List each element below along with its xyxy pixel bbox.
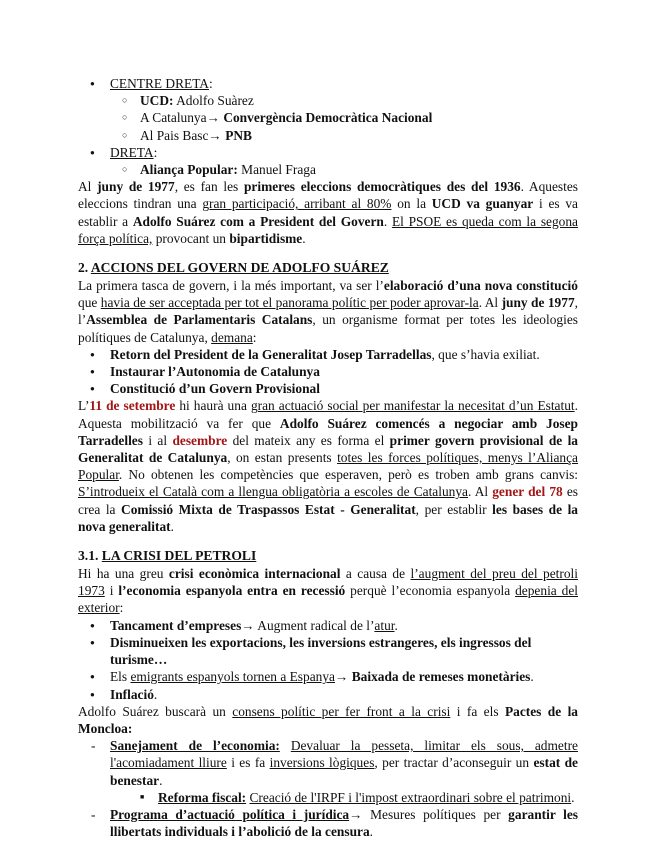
list-item: ● Tancament d’empreses→ Augment radical de l’atur. [78, 617, 578, 634]
list-item-catalunya: ○ A Catalunya→ Convergència Democràtica Nacional [78, 109, 578, 126]
party-list [78, 75, 578, 178]
paragraph-crisis: Hi ha una greu crisi econòmica internacional a causa de l’augment del preu del petroli 1973 i l’economia espanyola entra en recessió perquè l’economia espanyola depenia del exterior: [78, 566, 578, 616]
list-item-pais-basc: ○ Al Pais Basc→ PNB [78, 127, 578, 144]
list-item-dreta: ● DRETA: [78, 144, 578, 161]
list-item: ● Retorn del President de la Generalitat Josep Tarradellas, que s’havia exiliat. [78, 346, 578, 363]
list-item-centre-dreta: ● CENTRE DRETA: [78, 75, 578, 92]
list-item: ● Disminueixen les exportacions, les inversions estrangeres, els ingressos del turisme… [78, 634, 578, 668]
list-item-alianca-popular: ○ Aliança Popular: Manuel Fraga [78, 161, 578, 178]
paragraph-elections: Al juny de 1977, es fan les primeres eleccions democràtiques des del 1936. Aquestes eleccions tindran una gran participació, arribant al 80% on la UCD va guanyar i es va establir a Adolfo Suárez com a President del Govern. El PSOE es queda com la segona força política, provocant un bipartidisme. [78, 179, 579, 246]
moncloa-list [78, 737, 578, 840]
list-item: ● Inflació. [78, 686, 578, 703]
section-heading-3-1: 3.1. LA CRISI DEL PETROLI [78, 548, 257, 564]
paragraph-moncloa: Adolfo Suárez buscarà un consens polític per fer front a la crisi i fa els Pactes de la Moncloa: [78, 703, 578, 736]
list-item-sanejament: - Sanejament de l’economia: Devaluar la pesseta, limitar els sous, admetre l'acomiadament lliure i es fa inversions lògiques, per tractar d’aconseguir un estat de benestar. [78, 737, 578, 789]
crisis-effects-list [78, 617, 578, 703]
demands-list [78, 346, 578, 398]
paragraph-generalitat: L’11 de setembre hi haurà una gran actuació social per manifestar la necesitat d’un Estatut. Aquesta mobilització va fer que Adolfo Suárez comencés a negociar amb Josep Tarradelles i al desembre del mateix any es forma el primer govern provisional de la Generalitat de Catalunya, on estan presents totes les forces polítiques, menys l’Aliança Popular. No obtenen les competències que esperaven, però es troben amb grans canvis: S’introdueix el Català com a llengua obligatòria a escoles de Catalunya. Al gener del 78 es crea la Comissió Mixta de Traspassos Estat - Generalitat, per establir les bases de la nova generalitat. [78, 398, 579, 534]
list-item: ● Instaurar l’Autonomia de Catalunya [78, 363, 578, 380]
document-content [78, 75, 578, 840]
list-item: ● Constitució d’un Govern Provisional [78, 380, 578, 397]
list-item: ● Els emigrants espanyols tornen a Espanya→ Baixada de remeses monetàries. [78, 668, 578, 685]
paragraph-constitution: La primera tasca de govern, i la més important, va ser l’elaboració d’una nova constitució que havia de ser acceptada per tot el panorama polític per poder aprovar-la. Al juny de 1977, l’Assemblea de Parlamentaris Catalans, un organisme format per totes les ideologies polítiques de Catalunya, demana: [78, 278, 578, 345]
list-item-ucd: ○ UCD: Adolfo Suàrez [78, 92, 578, 109]
list-item-reforma-fiscal: ■ Reforma fiscal: Creació de l'IRPF i l'impost extraordinari sobre el patrimoni. [78, 789, 578, 806]
list-item-programa: - Programa d’actuació política i jurídica→ Mesures polítiques per garantir les llibertats individuals i l’abolició de la censura. [78, 806, 578, 840]
section-heading-2: 2. ACCIONS DEL GOVERN DE ADOLFO SUÁREZ [78, 260, 389, 276]
